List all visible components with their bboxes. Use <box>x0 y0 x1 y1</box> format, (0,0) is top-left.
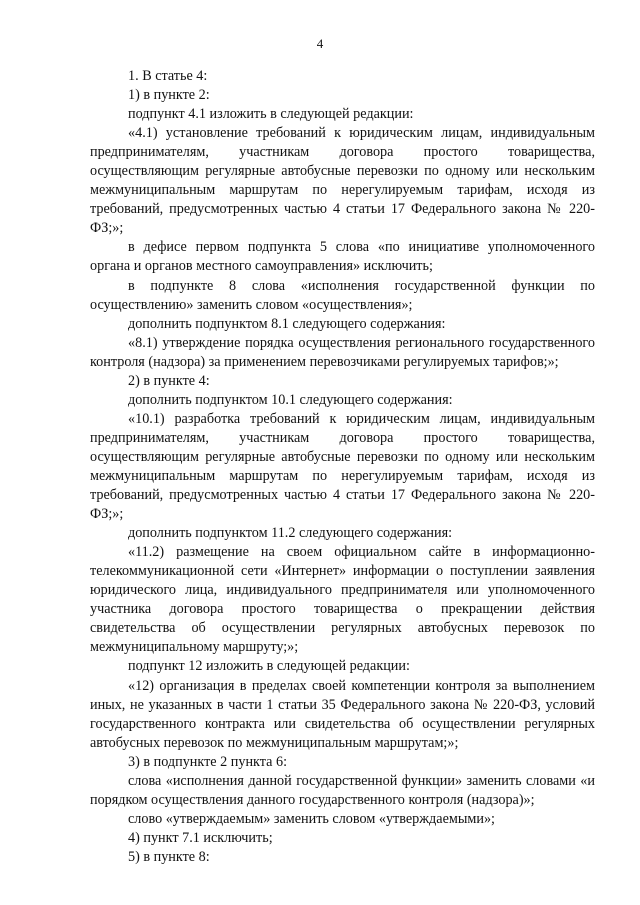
paragraph-subitem-5: в дефисе первом подпункта 5 слова «по инициативе уполномоченного органа и органов местного самоуправления» исключить; <box>90 239 595 275</box>
paragraph-item-3: 3) в подпункте 2 пункта 6: <box>128 753 288 770</box>
paragraph-item-1: 1) в пункте 2: <box>128 87 210 104</box>
paragraph-word-replace: слово «утверждаемым» заменить словом «утверждаемыми»; <box>128 810 495 827</box>
paragraph-subitem-11-2-intro: дополнить подпунктом 11.2 следующего содержания: <box>128 525 453 542</box>
paragraph-item-2: 2) в пункте 4: <box>128 372 210 389</box>
page-number: 4 <box>316 36 324 51</box>
document-body <box>90 67 595 867</box>
paragraph-subitem-4-1-intro: подпункт 4.1 изложить в следующей редакции: <box>128 106 414 123</box>
paragraph-subitem-11-2-text: «11.2) размещение на своем официальном сайте в информационно-телекоммуникационной сети «Интернет» информации о поступлении заявления юридического лица, индивидуального предпринимателя или уполномоченного участника договора простого товарищества о прекращении действия свидетельства об осуществлении регулярных автобусных перевозок по межмуниципальному маршруту;»; <box>90 544 595 656</box>
paragraph-subitem-8-1-text: «8.1) утверждение порядка осуществления регионального государственного контроля (надзора) за применением перевозчиками регулируемых тарифов;»; <box>90 334 595 370</box>
paragraph-article-4: 1. В статье 4: <box>128 68 208 84</box>
paragraph-subitem-10-1-text: «10.1) разработка требований к юридическим лицам, индивидуальным предпринимателям, участникам договора простого товарищества, осуществляющим регулярные автобусные перевозки по одному или нескольким межмуниципальным маршрутам по нерегулируемым тарифам, исходя из требований, предусмотренных частью 4 статьи 17 Федерального закона № 220-ФЗ;»; <box>90 410 595 523</box>
paragraph-words-replace: слова «исполнения данной государственной функции» заменить словами «и порядком осуществления данного государственного контроля (надзора)»; <box>90 772 595 808</box>
paragraph-item-5: 5) в пункте 8: <box>128 848 210 865</box>
paragraph-item-4: 4) пункт 7.1 исключить; <box>128 829 273 846</box>
paragraph-subitem-12-text: «12) организация в пределах своей компетенции контроля за выполнением иных, не указанных в части 1 статьи 35 Федерального закона № 220-ФЗ, условий государственного контракта или свидетельства об осуществлении регулярных автобусных перевозок по межмуниципальным маршрутам;»; <box>90 677 595 751</box>
paragraph-subitem-10-1-intro: дополнить подпунктом 10.1 следующего содержания: <box>128 391 453 408</box>
paragraph-subitem-8: в подпункте 8 слова «исполнения государственной функции по осуществлению» заменить словом «осуществления»; <box>90 277 595 313</box>
paragraph-subitem-12-intro: подпункт 12 изложить в следующей редакции: <box>128 658 410 675</box>
paragraph-subitem-8-1-intro: дополнить подпунктом 8.1 следующего содержания: <box>128 315 446 332</box>
paragraph-subitem-4-1-text: «4.1) установление требований к юридическим лицам, индивидуальным предпринимателям, участникам договора простого товарищества, осуществляющим регулярные автобусные перевозки по одному или нескольким межмуниципальным маршрутам по нерегулируемым тарифам, исходя из требований, предусмотренных частью 4 статьи 17 Федерального закона № 220-ФЗ;»; <box>90 125 595 237</box>
